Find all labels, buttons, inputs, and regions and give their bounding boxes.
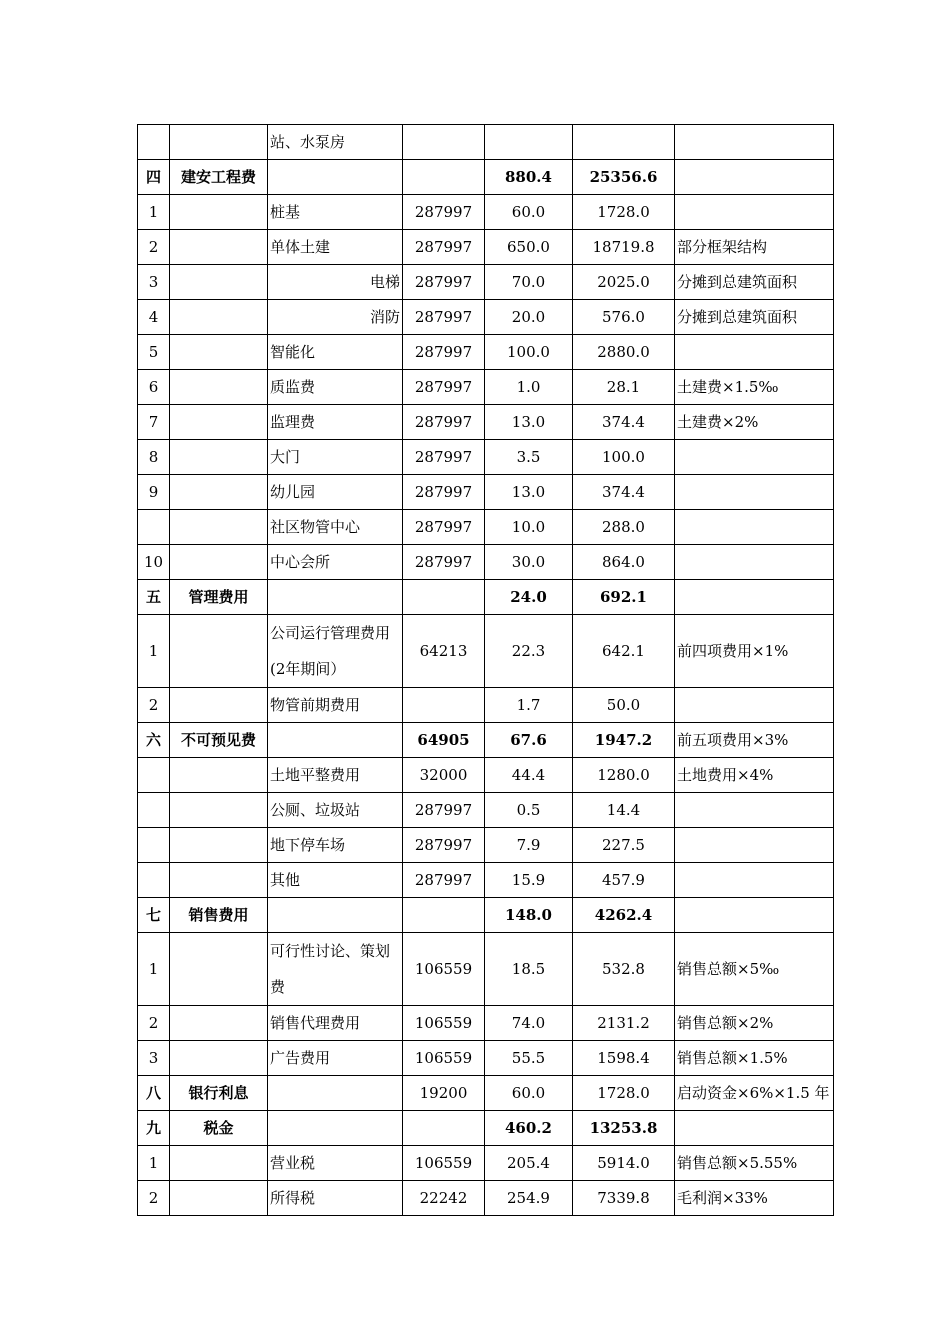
quantity-cell: 32000 xyxy=(403,758,485,793)
row-number: 五 xyxy=(138,580,170,615)
item-cell: 广告费用 xyxy=(268,1041,403,1076)
note-cell: 启动资金×6%×1.5 年 xyxy=(675,1076,834,1111)
category-cell xyxy=(170,1006,268,1041)
item-cell xyxy=(268,580,403,615)
table-row xyxy=(138,793,834,828)
item-cell: 营业税 xyxy=(268,1146,403,1181)
total-cost-cell: 864.0 xyxy=(573,545,675,580)
quantity-cell xyxy=(403,580,485,615)
table-row xyxy=(138,195,834,230)
unit-cost-cell xyxy=(485,125,573,160)
table-row xyxy=(138,545,834,580)
row-number: 9 xyxy=(138,475,170,510)
note-cell: 毛利润×33% xyxy=(675,1181,834,1216)
quantity-cell xyxy=(403,898,485,933)
note-cell xyxy=(675,160,834,195)
unit-cost-cell: 60.0 xyxy=(485,195,573,230)
category-cell: 税金 xyxy=(170,1111,268,1146)
note-cell xyxy=(675,510,834,545)
category-cell xyxy=(170,265,268,300)
category-cell: 销售费用 xyxy=(170,898,268,933)
row-number xyxy=(138,793,170,828)
row-number: 1 xyxy=(138,615,170,688)
note-cell xyxy=(675,545,834,580)
quantity-cell: 287997 xyxy=(403,405,485,440)
item-cell: 所得税 xyxy=(268,1181,403,1216)
note-cell xyxy=(675,195,834,230)
note-cell: 前五项费用×3% xyxy=(675,723,834,758)
quantity-cell: 287997 xyxy=(403,545,485,580)
row-number xyxy=(138,125,170,160)
note-cell xyxy=(675,335,834,370)
quantity-cell xyxy=(403,1111,485,1146)
unit-cost-cell: 20.0 xyxy=(485,300,573,335)
category-cell xyxy=(170,545,268,580)
unit-cost-cell: 15.9 xyxy=(485,863,573,898)
category-cell xyxy=(170,475,268,510)
note-cell xyxy=(675,793,834,828)
unit-cost-cell: 650.0 xyxy=(485,230,573,265)
quantity-cell: 106559 xyxy=(403,1006,485,1041)
total-cost-cell: 1947.2 xyxy=(573,723,675,758)
row-number: 2 xyxy=(138,688,170,723)
item-cell: 大门 xyxy=(268,440,403,475)
total-cost-cell: 2131.2 xyxy=(573,1006,675,1041)
total-cost-cell: 642.1 xyxy=(573,615,675,688)
unit-cost-cell: 60.0 xyxy=(485,1076,573,1111)
item-cell: 站、水泵房 xyxy=(268,125,403,160)
row-number: 10 xyxy=(138,545,170,580)
row-number xyxy=(138,510,170,545)
item-cell: 幼儿园 xyxy=(268,475,403,510)
row-number: 1 xyxy=(138,933,170,1006)
table-row xyxy=(138,580,834,615)
quantity-cell: 22242 xyxy=(403,1181,485,1216)
item-cell: 销售代理费用 xyxy=(268,1006,403,1041)
note-cell: 销售总额×1.5% xyxy=(675,1041,834,1076)
table-row xyxy=(138,160,834,195)
table-row xyxy=(138,933,834,1006)
quantity-cell: 64213 xyxy=(403,615,485,688)
category-cell xyxy=(170,688,268,723)
row-number: 八 xyxy=(138,1076,170,1111)
unit-cost-cell: 0.5 xyxy=(485,793,573,828)
table-row xyxy=(138,898,834,933)
total-cost-cell: 2880.0 xyxy=(573,335,675,370)
unit-cost-cell: 100.0 xyxy=(485,335,573,370)
unit-cost-cell: 205.4 xyxy=(485,1146,573,1181)
note-cell: 销售总额×5‰ xyxy=(675,933,834,1006)
row-number: 6 xyxy=(138,370,170,405)
note-cell xyxy=(675,125,834,160)
item-cell: 公厕、垃圾站 xyxy=(268,793,403,828)
row-number xyxy=(138,828,170,863)
table-row xyxy=(138,370,834,405)
category-cell: 建安工程费 xyxy=(170,160,268,195)
item-cell xyxy=(268,898,403,933)
note-cell xyxy=(675,475,834,510)
total-cost-cell: 50.0 xyxy=(573,688,675,723)
item-cell: 单体土建 xyxy=(268,230,403,265)
unit-cost-cell: 460.2 xyxy=(485,1111,573,1146)
item-cell: 质监费 xyxy=(268,370,403,405)
unit-cost-cell: 13.0 xyxy=(485,475,573,510)
note-cell xyxy=(675,898,834,933)
table-row xyxy=(138,1181,834,1216)
category-cell xyxy=(170,125,268,160)
row-number: 4 xyxy=(138,300,170,335)
quantity-cell: 106559 xyxy=(403,1146,485,1181)
row-number: 七 xyxy=(138,898,170,933)
total-cost-cell: 5914.0 xyxy=(573,1146,675,1181)
total-cost-cell: 374.4 xyxy=(573,405,675,440)
quantity-cell: 287997 xyxy=(403,370,485,405)
category-cell xyxy=(170,828,268,863)
unit-cost-cell: 3.5 xyxy=(485,440,573,475)
total-cost-cell: 1598.4 xyxy=(573,1041,675,1076)
row-number: 3 xyxy=(138,1041,170,1076)
total-cost-cell: 14.4 xyxy=(573,793,675,828)
unit-cost-cell: 254.9 xyxy=(485,1181,573,1216)
total-cost-cell: 374.4 xyxy=(573,475,675,510)
table-row xyxy=(138,688,834,723)
unit-cost-cell: 74.0 xyxy=(485,1006,573,1041)
item-cell: 地下停车场 xyxy=(268,828,403,863)
unit-cost-cell: 22.3 xyxy=(485,615,573,688)
total-cost-cell: 1280.0 xyxy=(573,758,675,793)
category-cell xyxy=(170,195,268,230)
category-cell: 管理费用 xyxy=(170,580,268,615)
note-cell xyxy=(675,688,834,723)
category-cell xyxy=(170,933,268,1006)
total-cost-cell: 25356.6 xyxy=(573,160,675,195)
table-row xyxy=(138,405,834,440)
note-cell xyxy=(675,440,834,475)
item-cell: 电梯 xyxy=(268,265,403,300)
row-number: 1 xyxy=(138,1146,170,1181)
table-row xyxy=(138,615,834,688)
quantity-cell: 106559 xyxy=(403,933,485,1006)
note-cell: 分摊到总建筑面积 xyxy=(675,300,834,335)
table-row xyxy=(138,300,834,335)
note-cell: 土地费用×4% xyxy=(675,758,834,793)
note-cell xyxy=(675,828,834,863)
item-cell: 智能化 xyxy=(268,335,403,370)
category-cell xyxy=(170,405,268,440)
row-number xyxy=(138,758,170,793)
unit-cost-cell: 1.0 xyxy=(485,370,573,405)
category-cell xyxy=(170,440,268,475)
row-number xyxy=(138,863,170,898)
note-cell: 土建费×2% xyxy=(675,405,834,440)
note-cell xyxy=(675,580,834,615)
unit-cost-cell: 70.0 xyxy=(485,265,573,300)
total-cost-cell: 288.0 xyxy=(573,510,675,545)
category-cell xyxy=(170,370,268,405)
note-cell xyxy=(675,863,834,898)
table-row xyxy=(138,758,834,793)
category-cell: 银行利息 xyxy=(170,1076,268,1111)
item-cell xyxy=(268,160,403,195)
item-cell: 中心会所 xyxy=(268,545,403,580)
total-cost-cell: 1728.0 xyxy=(573,1076,675,1111)
row-number: 六 xyxy=(138,723,170,758)
note-cell: 分摊到总建筑面积 xyxy=(675,265,834,300)
item-cell: 公司运行管理费用(2年期间） xyxy=(268,615,403,688)
unit-cost-cell: 1.7 xyxy=(485,688,573,723)
table-row xyxy=(138,440,834,475)
total-cost-cell: 576.0 xyxy=(573,300,675,335)
quantity-cell: 287997 xyxy=(403,863,485,898)
table-row xyxy=(138,125,834,160)
total-cost-cell: 1728.0 xyxy=(573,195,675,230)
quantity-cell: 287997 xyxy=(403,300,485,335)
quantity-cell: 287997 xyxy=(403,475,485,510)
table-row xyxy=(138,1111,834,1146)
total-cost-cell: 13253.8 xyxy=(573,1111,675,1146)
row-number: 2 xyxy=(138,1006,170,1041)
cost-table xyxy=(137,124,834,1216)
unit-cost-cell: 7.9 xyxy=(485,828,573,863)
total-cost-cell: 7339.8 xyxy=(573,1181,675,1216)
row-number: 四 xyxy=(138,160,170,195)
unit-cost-cell: 880.4 xyxy=(485,160,573,195)
category-cell xyxy=(170,1041,268,1076)
note-cell xyxy=(675,1111,834,1146)
item-cell xyxy=(268,1076,403,1111)
row-number: 九 xyxy=(138,1111,170,1146)
unit-cost-cell: 30.0 xyxy=(485,545,573,580)
quantity-cell xyxy=(403,160,485,195)
row-number: 3 xyxy=(138,265,170,300)
item-cell: 土地平整费用 xyxy=(268,758,403,793)
total-cost-cell: 532.8 xyxy=(573,933,675,1006)
table-row xyxy=(138,1041,834,1076)
unit-cost-cell: 10.0 xyxy=(485,510,573,545)
quantity-cell: 19200 xyxy=(403,1076,485,1111)
row-number: 7 xyxy=(138,405,170,440)
row-number: 2 xyxy=(138,1181,170,1216)
table-row xyxy=(138,475,834,510)
unit-cost-cell: 24.0 xyxy=(485,580,573,615)
total-cost-cell: 457.9 xyxy=(573,863,675,898)
quantity-cell xyxy=(403,688,485,723)
total-cost-cell: 4262.4 xyxy=(573,898,675,933)
note-cell: 销售总额×2% xyxy=(675,1006,834,1041)
category-cell xyxy=(170,335,268,370)
quantity-cell: 287997 xyxy=(403,510,485,545)
row-number: 2 xyxy=(138,230,170,265)
category-cell xyxy=(170,300,268,335)
quantity-cell: 287997 xyxy=(403,828,485,863)
table-row xyxy=(138,230,834,265)
total-cost-cell: 2025.0 xyxy=(573,265,675,300)
row-number: 1 xyxy=(138,195,170,230)
total-cost-cell: 28.1 xyxy=(573,370,675,405)
quantity-cell: 287997 xyxy=(403,265,485,300)
item-cell: 物管前期费用 xyxy=(268,688,403,723)
category-cell xyxy=(170,615,268,688)
item-cell: 其他 xyxy=(268,863,403,898)
item-cell xyxy=(268,723,403,758)
row-number: 5 xyxy=(138,335,170,370)
table-row xyxy=(138,1076,834,1111)
table-row xyxy=(138,863,834,898)
table-row xyxy=(138,723,834,758)
unit-cost-cell: 148.0 xyxy=(485,898,573,933)
quantity-cell: 287997 xyxy=(403,335,485,370)
item-cell: 监理费 xyxy=(268,405,403,440)
total-cost-cell: 692.1 xyxy=(573,580,675,615)
table-row xyxy=(138,510,834,545)
table-row xyxy=(138,335,834,370)
table-row xyxy=(138,828,834,863)
category-cell xyxy=(170,758,268,793)
row-number: 8 xyxy=(138,440,170,475)
item-cell xyxy=(268,1111,403,1146)
unit-cost-cell: 13.0 xyxy=(485,405,573,440)
unit-cost-cell: 55.5 xyxy=(485,1041,573,1076)
quantity-cell xyxy=(403,125,485,160)
table-row xyxy=(138,265,834,300)
note-cell: 土建费×1.5‰ xyxy=(675,370,834,405)
note-cell: 前四项费用×1% xyxy=(675,615,834,688)
quantity-cell: 287997 xyxy=(403,195,485,230)
note-cell: 部分框架结构 xyxy=(675,230,834,265)
total-cost-cell: 18719.8 xyxy=(573,230,675,265)
category-cell xyxy=(170,510,268,545)
total-cost-cell: 100.0 xyxy=(573,440,675,475)
quantity-cell: 64905 xyxy=(403,723,485,758)
quantity-cell: 287997 xyxy=(403,793,485,828)
quantity-cell: 287997 xyxy=(403,230,485,265)
cost-table-body xyxy=(138,125,834,1216)
category-cell xyxy=(170,1181,268,1216)
item-cell: 桩基 xyxy=(268,195,403,230)
unit-cost-cell: 67.6 xyxy=(485,723,573,758)
unit-cost-cell: 44.4 xyxy=(485,758,573,793)
total-cost-cell xyxy=(573,125,675,160)
category-cell: 不可预见费 xyxy=(170,723,268,758)
unit-cost-cell: 18.5 xyxy=(485,933,573,1006)
quantity-cell: 287997 xyxy=(403,440,485,475)
note-cell: 销售总额×5.55% xyxy=(675,1146,834,1181)
item-cell: 可行性讨论、策划费 xyxy=(268,933,403,1006)
category-cell xyxy=(170,230,268,265)
quantity-cell: 106559 xyxy=(403,1041,485,1076)
category-cell xyxy=(170,793,268,828)
item-cell: 消防 xyxy=(268,300,403,335)
total-cost-cell: 227.5 xyxy=(573,828,675,863)
category-cell xyxy=(170,863,268,898)
table-row xyxy=(138,1006,834,1041)
item-cell: 社区物管中心 xyxy=(268,510,403,545)
table-row xyxy=(138,1146,834,1181)
category-cell xyxy=(170,1146,268,1181)
